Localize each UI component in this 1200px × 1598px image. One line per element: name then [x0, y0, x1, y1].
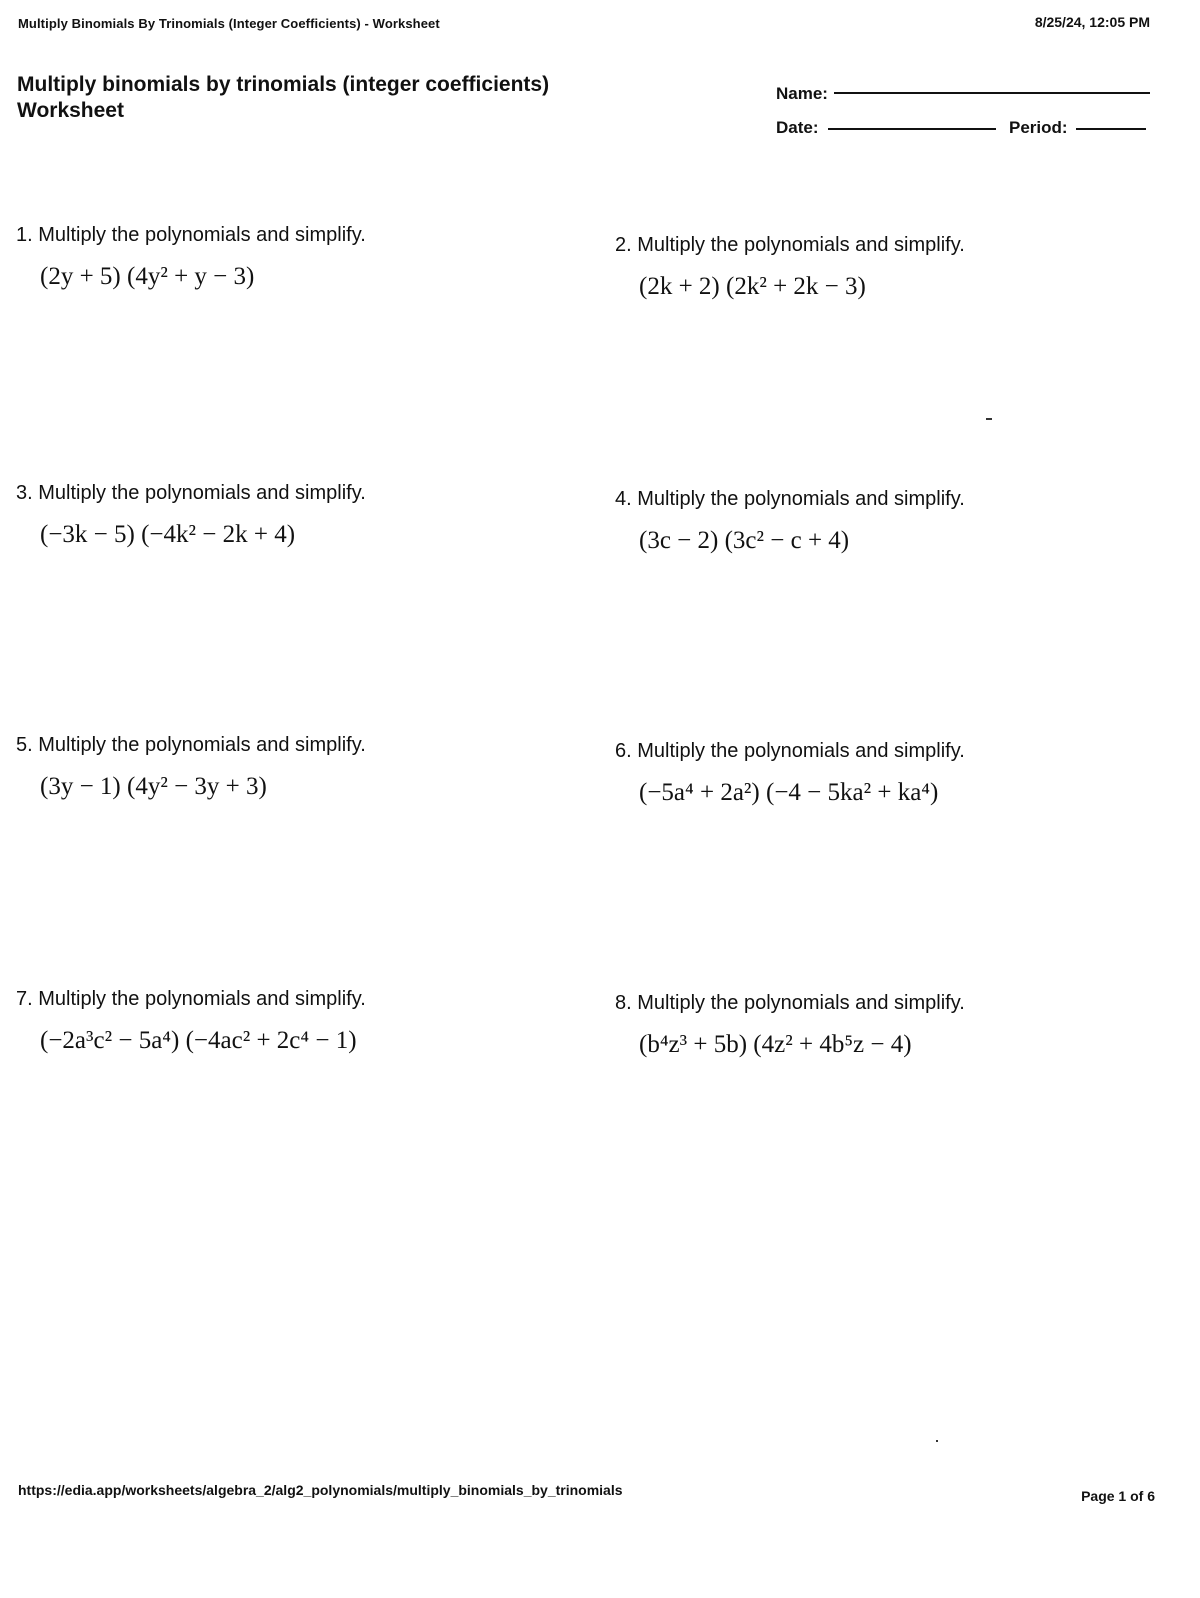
problem-prompt [615, 992, 965, 1015]
stray-mark [986, 418, 992, 420]
page-number: Page 1 of 6 [1081, 1488, 1155, 1504]
print-timestamp: 8/25/24, 12:05 PM [1034, 14, 1150, 30]
problem-expression: (−2a³c² − 5a⁴) (−4ac² + 2c⁴ − 1) [40, 1027, 357, 1054]
period-label: Period: [1009, 118, 1068, 137]
problem-7 [16, 988, 366, 1055]
problem-expression: (−5a⁴ + 2a²) (−4 − 5ka² + ka⁴) [639, 779, 939, 806]
problem-5 [16, 734, 366, 801]
problem-prompt [16, 224, 366, 247]
problem-number: 3. [16, 482, 33, 504]
problem-1 [16, 224, 366, 291]
name-field[interactable] [834, 92, 1150, 94]
worksheet-title-line1: Multiply binomials by trinomials (integer coefficients) [17, 73, 550, 96]
problem-number: 4. [615, 488, 632, 510]
problem-prompt [615, 488, 965, 511]
problem-number: 1. [16, 224, 33, 246]
worksheet-title-line2: Worksheet [17, 99, 124, 122]
problem-instruction: Multiply the polynomials and simplify. [38, 482, 366, 504]
problem-number: 8. [615, 992, 632, 1014]
problem-instruction: Multiply the polynomials and simplify. [637, 992, 965, 1014]
problem-expression: (3y − 1) (4y² − 3y + 3) [40, 773, 267, 800]
problem-instruction: Multiply the polynomials and simplify. [637, 488, 965, 510]
problem-prompt [16, 734, 366, 757]
problem-prompt [615, 234, 965, 257]
problem-number: 6. [615, 740, 632, 762]
problem-prompt [16, 988, 366, 1011]
problem-expression: (3c − 2) (3c² − c + 4) [639, 527, 850, 554]
problem-instruction: Multiply the polynomials and simplify. [637, 234, 965, 256]
footer-url: https://edia.app/worksheets/algebra_2/alg2_polynomials/multiply_binomials_by_trinomials [18, 1482, 623, 1498]
problem-number: 5. [16, 734, 33, 756]
problem-2 [615, 234, 965, 301]
problem-number: 2. [615, 234, 632, 256]
problem-3 [16, 482, 366, 549]
problem-instruction: Multiply the polynomials and simplify. [38, 734, 366, 756]
problem-6 [615, 740, 965, 807]
date-label: Date: [776, 118, 819, 137]
problem-instruction: Multiply the polynomials and simplify. [38, 988, 366, 1010]
document-header-title: Multiply Binomials By Trinomials (Integer Coefficients) - Worksheet [18, 16, 440, 31]
problem-instruction: Multiply the polynomials and simplify. [38, 224, 366, 246]
problem-expression: (b⁴z³ + 5b) (4z² + 4b⁵z − 4) [639, 1031, 912, 1058]
problem-expression: (2k + 2) (2k² + 2k − 3) [639, 273, 866, 300]
worksheet-title [17, 72, 549, 124]
problem-instruction: Multiply the polynomials and simplify. [637, 740, 965, 762]
problem-prompt [16, 482, 366, 505]
date-field[interactable] [828, 128, 996, 130]
problem-number: 7. [16, 988, 33, 1010]
problem-expression: (−3k − 5) (−4k² − 2k + 4) [40, 521, 296, 548]
problem-8 [615, 992, 965, 1059]
name-label: Name: [776, 84, 828, 103]
period-field[interactable] [1076, 128, 1146, 130]
problem-expression: (2y + 5) (4y² + y − 3) [40, 263, 255, 290]
stray-dot [936, 1440, 938, 1442]
problem-4 [615, 488, 965, 555]
problem-prompt [615, 740, 965, 763]
